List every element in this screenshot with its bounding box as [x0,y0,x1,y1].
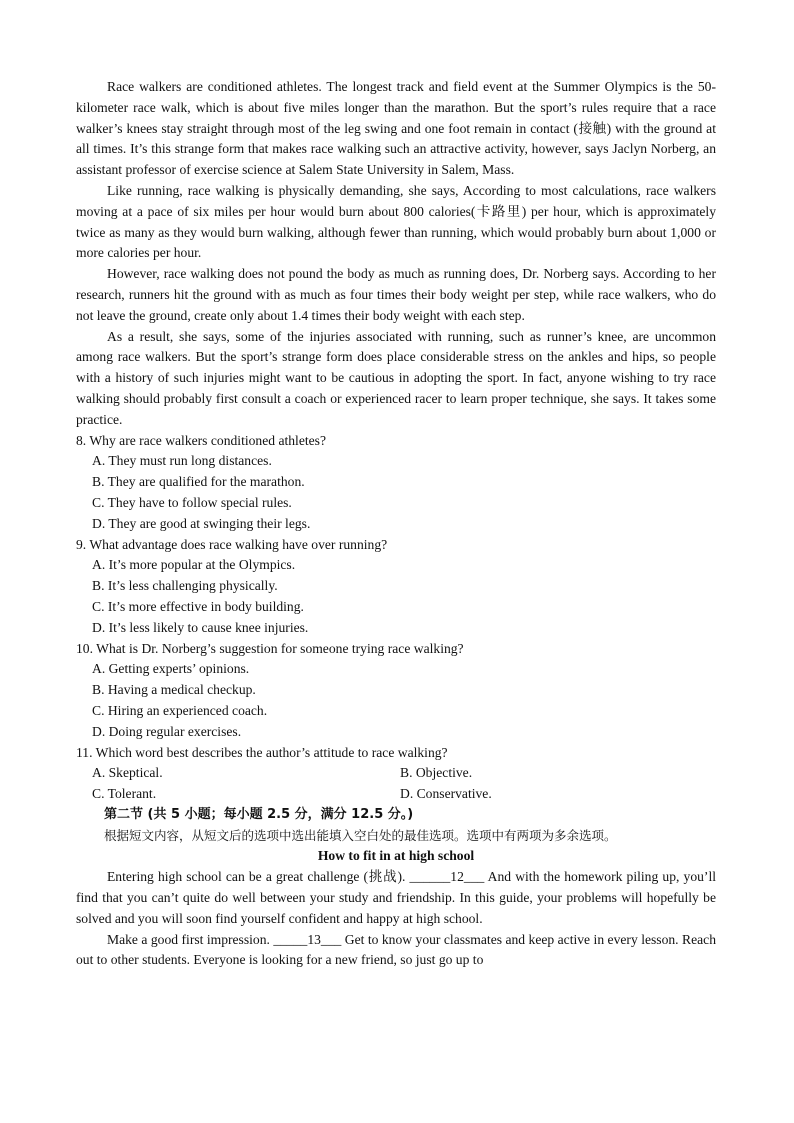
question-8-option-a: A. They must run long distances. [92,453,272,469]
question-11-option-d: D. Conservative. [400,786,492,802]
section-2-heading: 第二节 (共 5 小题；每小题 2.5 分，满分 12.5 分。) [104,806,414,822]
question-8-stem: 8. Why are race walkers conditioned athletes? [76,432,326,448]
article-paragraph-1: Entering high school can be a great challenge (挑战). ______12___ And with the homework piling up, you’ll find that you can’t quite do well between your study and friendship. In this guide, your problems will hopefully be solved and you will soon find yourself confident and happy at high school. [76,869,716,926]
question-10-option-a: A. Getting experts’ opinions. [92,661,250,677]
question-11-stem: 11. Which word best describes the author’s attitude to race walking? [76,744,448,760]
question-11-option-c: C. Tolerant. [92,786,157,802]
question-11-option-a: A. Skeptical. [92,765,163,781]
question-9-option-c: C. It’s more effective in body building. [92,598,304,614]
question-11-option-b: B. Objective. [400,765,473,781]
question-8-option-b: B. They are qualified for the marathon. [92,474,305,490]
question-10-option-d: D. Doing regular exercises. [92,723,242,739]
question-11-options-row-1 [92,763,716,784]
question-10-option-c: C. Hiring an experienced coach. [92,702,268,718]
question-9-option-d: D. It’s less likely to cause knee injuries. [92,619,309,635]
passage-paragraph-2: Like running, race walking is physically demanding, she says, According to most calculations, race walkers moving at a pace of six miles per hour would burn about 800 calories(卡路里) per hour, which is approximately twice as many as they would burn walking, although fewer than running, which would probably burn about 1,000 or more calories per hour. [76,182,716,261]
question-9-option-b: B. It’s less challenging physically. [92,578,278,594]
question-9-option-a: A. It’s more popular at the Olympics. [92,557,296,573]
passage-paragraph-3: However, race walking does not pound the body as much as running does, Dr. Norberg says. According to her research, runners hit the ground with as much as four times their body weight per step, while race walkers, who do not leave the ground, create only about 1.4 times their body weight with each step. [76,266,716,323]
passage-paragraph-4: As a result, she says, some of the injuries associated with running, such as runner’s knee, are uncommon among race walkers. But the sport’s strange form does place considerable stress on the ankles and hips, so people with a history of such injuries might want to be cautious in adopting the sport. In fact, anyone wishing to try race walking should probably first consult a coach or experienced racer to learn proper technique, she says. It takes some practice. [76,328,716,427]
question-8-option-d: D. They are good at swinging their legs. [92,515,311,531]
question-8-option-c: C. They have to follow special rules. [92,494,292,510]
question-11-options-row-2 [92,784,716,805]
document-page [76,77,716,971]
passage-paragraph-1: Race walkers are conditioned athletes. The longest track and field event at the Summer Olympics is the 50-kilometer race walk, which is about five miles longer than the marathon. But the sport’s rules require that a race walker’s knees stay straight through most of the leg swing and one foot remain in contact (接触) with the ground at all times. It’s this strange form that makes race walking such an attractive activity, however, says Jaclyn Norberg, an assistant professor of exercise science at Salem State University in Salem, Mass. [76,79,716,178]
question-9-stem: 9. What advantage does race walking have over running? [76,536,388,552]
section-2-instruction: 根据短文内容，从短文后的选项中选出能填入空白处的最佳选项。选项中有两项为多余选项。 [104,827,617,843]
article-title: How to fit in at high school [317,848,475,864]
question-10-stem: 10. What is Dr. Norberg’s suggestion for someone trying race walking? [76,640,464,656]
article-paragraph-2: Make a good first impression. _____13___ Get to know your classmates and keep active in every lesson. Reach out to other students. Everyone is looking for a new friend, so just go up to [76,931,716,968]
question-10-option-b: B. Having a medical checkup. [92,682,256,698]
